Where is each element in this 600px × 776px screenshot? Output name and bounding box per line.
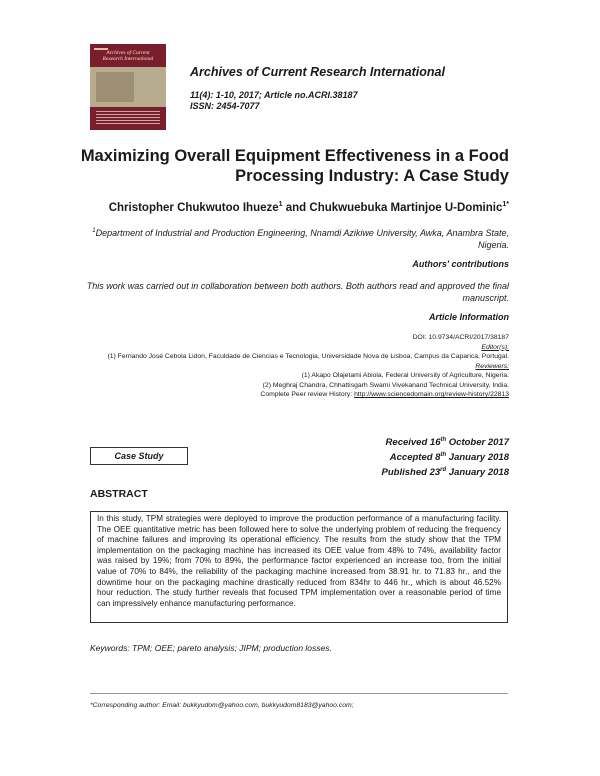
affiliation-text: Department of Industrial and Production Engineering, Nnamdi Azikiwe University, Awka, Anambra State, Nigeria. — [95, 228, 509, 250]
abstract-heading: ABSTRACT — [90, 488, 148, 500]
received-date: Received 16th October 2017 — [385, 437, 509, 449]
author-1: Christopher Chukwutoo Ihueze — [108, 201, 279, 214]
contributions-text: This work was carried out in collaboration between both authors. Both authors read and approved the final manuscript. — [86, 281, 509, 303]
reviewers-label: Reviewers: — [475, 362, 509, 370]
author-2: Chukwuebuka Martinjoe U-Dominic — [309, 201, 503, 214]
journal-name: Archives of Current Research International — [190, 65, 445, 79]
journal-issn: ISSN: 2454-7077 — [190, 101, 260, 111]
published-date: Published 23rd January 2018 — [381, 467, 509, 479]
cover-photo — [96, 72, 134, 102]
article-info-heading: Article Information — [428, 312, 509, 322]
article-info-block — [69, 333, 509, 400]
cover-band — [90, 67, 166, 107]
article-type-badge: Case Study — [90, 447, 188, 465]
affiliation — [89, 225, 509, 251]
review-history-label: Complete Peer review History: — [260, 391, 355, 398]
accepted-date: Accepted 8th January 2018 — [389, 452, 509, 464]
contributions-heading: Authors' contributions — [412, 259, 509, 269]
reviewer-2: (2) Meghraj Chandra, Chhattisgarh Swami Vivekanand Technical University, India. — [262, 381, 509, 389]
abstract-text: In this study, TPM strategies were deployed to improve the production performance of a manufacturing facility. The OEE quantitative metric has been followed here to solve the underlying problem of reducing the frequency of machine failures and improving its operational efficiency. The results from the study show that the TPM implementation on the packaging machine has increased its OEE value from 48% to 74%, availability factor was raised by 19%; from 70% to 89%, the performance factor experienced an increase too, from the initial value of 70% to 84%, the reliability of the packaging machine increased from 38.91 hr. to 71.83 hr., and the downtime hour on the packaging machine drastically reduced from 834hr to 446 hr., which is about 46.52% hour reduction. The study further reveals that focused TPM implementation over a reasonable period of time can impressively enhance manufacturing performance. — [90, 511, 508, 623]
doi: DOI: 10.9734/ACRI/2017/38187 — [412, 334, 509, 341]
publication-dates — [309, 434, 509, 479]
editor-1: (1) Fernando José Cebola Lidon, Faculdade de Ciencias e Tecnologia, Universidade Nova de Lisboa, Campus da Caparica, Portugal. — [107, 353, 509, 360]
paper-title: Maximizing Overall Equipment Effectiveness in a Food Processing Industry: A Case Study — [80, 147, 509, 185]
affiliation-sup: 1 — [92, 228, 96, 234]
author-line — [39, 201, 509, 214]
corresponding-author: *Corresponding author: Email: bukkyudom@yahoo.com, bukkyudom8183@yahoo.com; — [90, 702, 354, 709]
cover-title: Archives of Current Research International — [102, 50, 154, 62]
keywords: Keywords: TPM; OEE; pareto analysis; JIPM; production losses. — [90, 643, 332, 653]
author-2-sup: 1* — [502, 201, 509, 208]
cover-text-lines — [96, 111, 160, 125]
review-history-link[interactable]: http://www.sciencedomain.org/review-history/22813 — [354, 391, 509, 398]
journal-volume: 11(4): 1-10, 2017; Article no.ACRI.38187 — [190, 90, 358, 100]
author-1-sup: 1 — [278, 201, 283, 208]
footnote-divider — [90, 693, 508, 694]
journal-cover-image — [90, 44, 166, 130]
author-connector: and — [282, 201, 310, 214]
editors-label: Editor(s): — [481, 343, 509, 351]
reviewer-1: (1) Akapo Olajetami Abiola, Federal University of Agriculture, Nigeria. — [301, 372, 509, 379]
